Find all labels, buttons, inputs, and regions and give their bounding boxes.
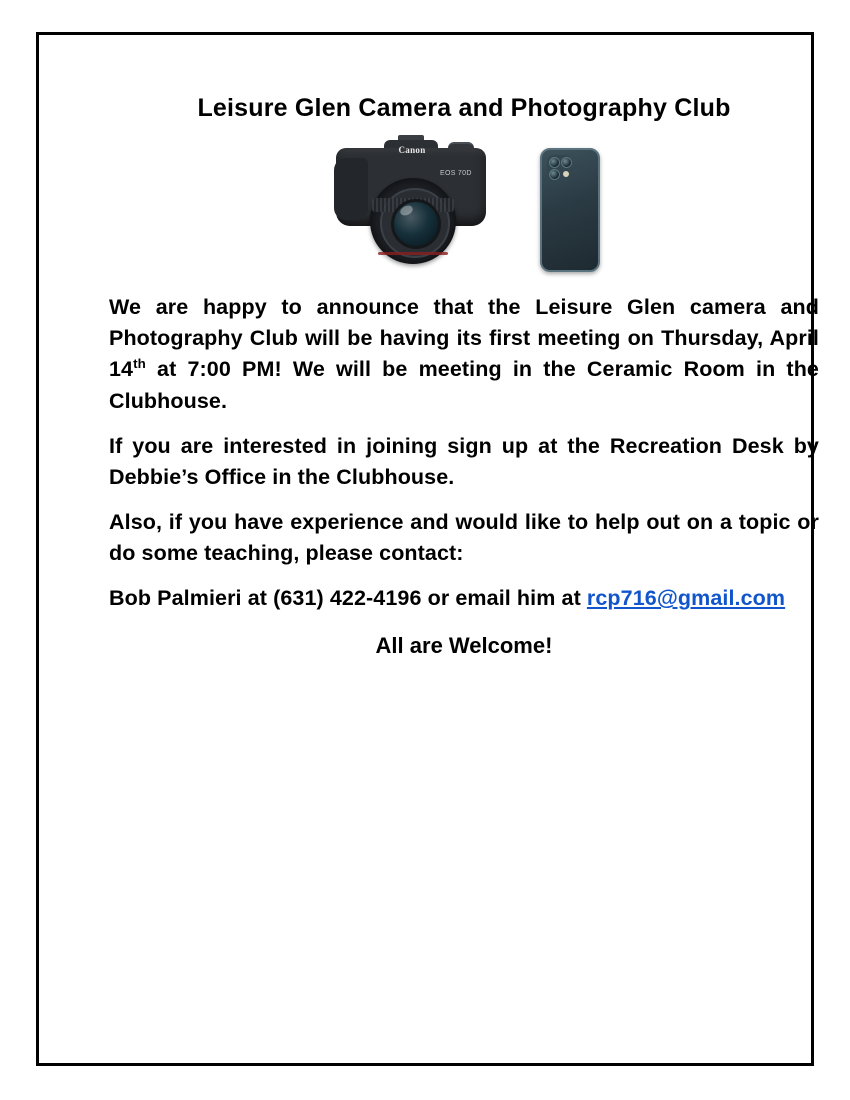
phone-lens-icon [549,157,560,168]
flyer-border [36,32,819,1066]
camera-model-label: EOS 70D [440,170,472,177]
camera-lens-accent-line [378,252,448,255]
camera-lens-glass [391,199,441,249]
closing-line: All are Welcome! [375,632,553,658]
camera-grip [334,158,368,220]
contact-line-text: Bob Palmieri at (631) 422-4196 or email him at [109,586,587,611]
paragraph-volunteer: Also, if you have experience and would like to help out on a topic or do some teaching, please contact: [109,510,819,566]
announcement-text-before: We are happy to announce that the Leisure Glen camera and Photography Club will be having its first meeting on Thursday, April 14 [109,295,819,382]
dslr-camera-image [328,140,498,272]
phone-logo-icon [565,206,576,219]
camera-brand-label: Canon [398,145,426,155]
ordinal-suffix: th [133,356,146,372]
phone-flash-icon [563,171,569,177]
illustrations-row [109,137,819,272]
page-title: Leisure Glen Camera and Photography Club [197,94,731,122]
paragraph-announcement [109,292,819,417]
paragraph-signup: If you are interested in joining sign up at the Recreation Desk by Debbie’s Office in the Clubhouse. [109,433,819,489]
announcement-text-after: at 7:00 PM! We will be meeting in the Ceramic Room in the Clubhouse. [109,357,819,413]
phone-lens-icon [549,169,560,180]
smartphone-image [540,148,600,272]
flyer-content [109,93,819,659]
paragraph-contact [109,583,819,614]
email-link[interactable]: rcp716@gmail.com [586,586,786,611]
phone-lens-icon [561,157,572,168]
